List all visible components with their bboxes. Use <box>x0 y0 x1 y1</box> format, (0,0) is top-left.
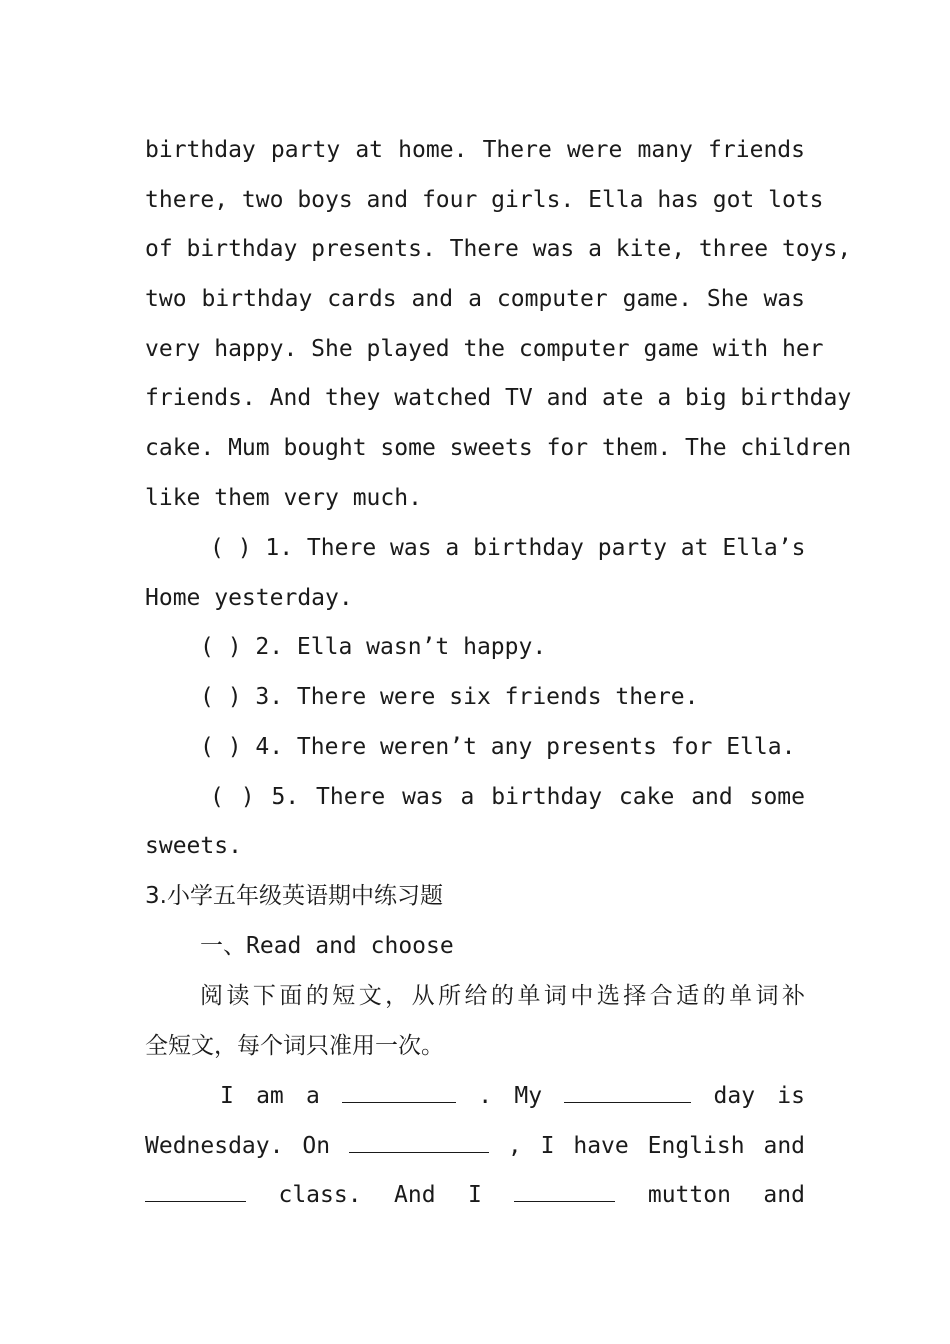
answer-blank[interactable] <box>564 1082 691 1103</box>
cloze-word: am <box>256 1083 284 1109</box>
cloze-word: I <box>540 1133 555 1159</box>
cloze-word: is <box>777 1083 805 1109</box>
cloze-word: day <box>713 1083 756 1109</box>
question-4: ( ) 4. There weren’t any presents for Ella. <box>200 734 796 760</box>
cloze-word: My <box>514 1083 543 1109</box>
passage-line: cake. Mum bought some sweets for them. The children <box>145 435 852 461</box>
cloze-word: Wednesday. <box>145 1133 284 1159</box>
passage-line: of birthday presents. There was a kite, three toys, <box>145 236 852 262</box>
question-3: ( ) 3. There were six friends there. <box>200 684 699 710</box>
passage-line: birthday party at home. There were many friends <box>145 137 805 163</box>
answer-blank[interactable] <box>342 1082 456 1103</box>
passage-line: two birthday cards and a computer game. She was <box>145 286 805 312</box>
cloze-word: I <box>468 1182 482 1208</box>
passage-line: very happy. She played the computer game with her <box>145 336 824 362</box>
answer-blank[interactable] <box>514 1181 615 1202</box>
cloze-word: and <box>763 1133 806 1159</box>
section-heading: 3.小学五年级英语期中练习题 <box>145 883 443 909</box>
answer-blank[interactable] <box>349 1132 489 1153</box>
cloze-word: a <box>306 1083 320 1109</box>
instruction-line: 全短文，每个词只准用一次。 <box>145 1033 444 1059</box>
cloze-word: And <box>394 1182 436 1208</box>
cloze-line <box>220 1081 805 1111</box>
cloze-word: , <box>507 1133 522 1159</box>
question-5-continued: sweets. <box>145 833 242 859</box>
question-2: ( ) 2. Ella wasn’t happy. <box>200 634 547 660</box>
cloze-word: On <box>302 1133 331 1159</box>
cloze-line <box>145 1131 805 1161</box>
answer-blank[interactable] <box>145 1181 246 1202</box>
passage-line: like them very much. <box>145 485 422 511</box>
cloze-word: mutton <box>647 1182 731 1208</box>
cloze-word: class. <box>278 1182 362 1208</box>
part-title: 一、Read and choose <box>200 933 454 959</box>
passage-line: friends. And they watched TV and ate a big birthday <box>145 385 852 411</box>
instruction-line: 阅读下面的短文，从所给的单词中选择合适的单词补 <box>200 983 805 1009</box>
cloze-word: have <box>573 1133 629 1159</box>
question-1-continued: Home yesterday. <box>145 585 353 611</box>
question-1: ( ) 1. There was a birthday party at Ella’s <box>210 535 806 561</box>
cloze-word: and <box>763 1182 805 1208</box>
cloze-word: I <box>220 1083 234 1109</box>
cloze-line <box>145 1180 805 1210</box>
passage-line: there, two boys and four girls. Ella has got lots <box>145 187 824 213</box>
cloze-word: . <box>478 1083 493 1109</box>
question-5: ( ) 5. There was a birthday cake and some <box>210 784 805 810</box>
cloze-word: English <box>647 1133 745 1159</box>
